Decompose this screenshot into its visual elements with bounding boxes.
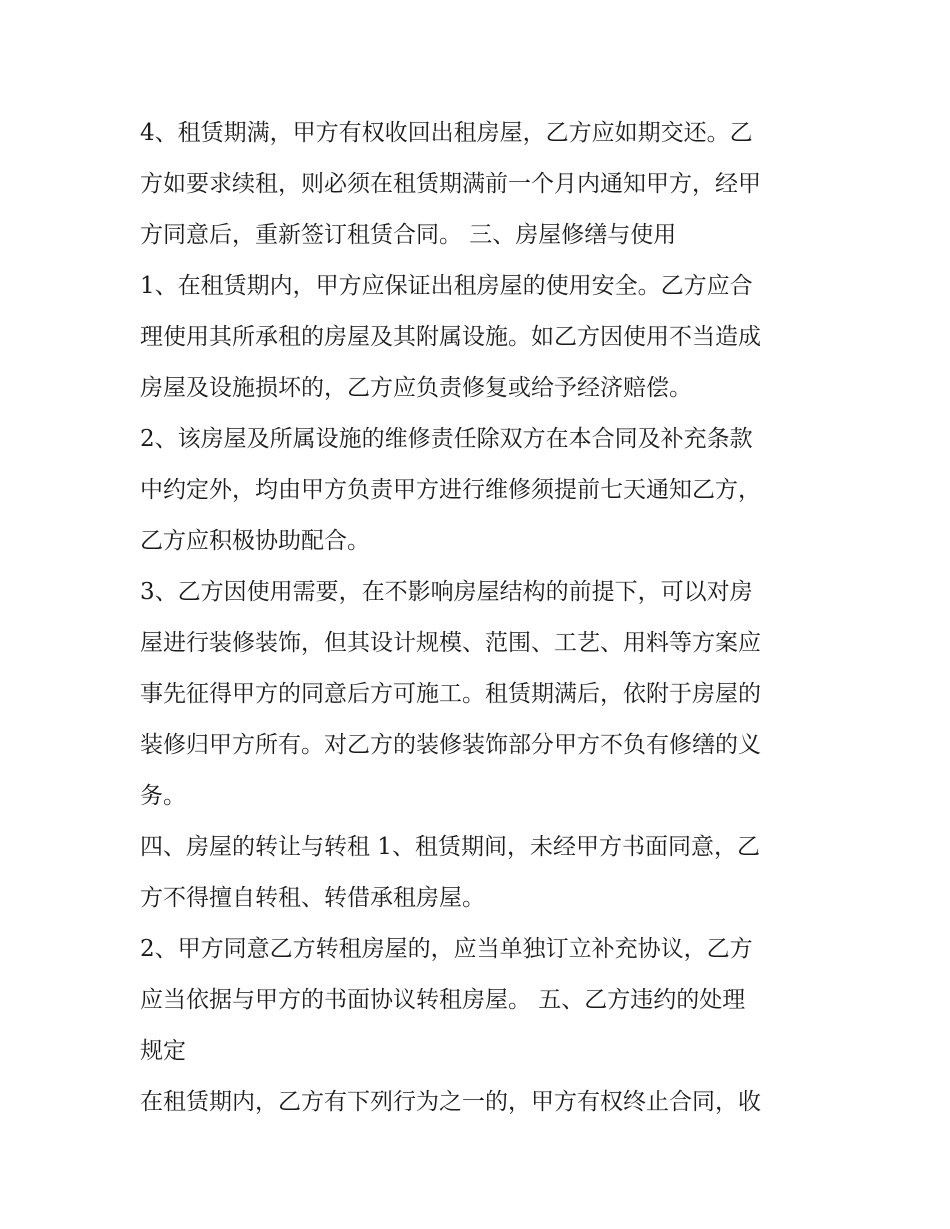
text-line: 应当依据与甲方的书面协议转租房屋。 五、乙方违约的处理 (140, 987, 746, 1013)
text-line: 方同意后，重新签订租赁合同。 三、房屋修缮与使用 (140, 222, 677, 248)
text-line: 事先征得甲方的同意后方可施工。租赁期满后，依附于房屋的 (140, 681, 761, 707)
text-line: 2、该房屋及所属设施的维修责任除双方在本合同及补充条款 (140, 426, 753, 452)
text-line: 规定 (140, 1038, 186, 1064)
text-line: 4、租赁期满，甲方有权收回出租房屋，乙方应如期交还。乙 (140, 120, 753, 146)
text-line: 四、房屋的转让与转租 1、租赁期间，未经甲方书面同意，乙 (140, 834, 760, 860)
text-line: 中约定外，均由甲方负责甲方进行维修须提前七天通知乙方， (140, 477, 761, 503)
text-line: 屋进行装修装饰，但其设计规模、范围、工艺、用料等方案应 (140, 630, 761, 656)
document-body (140, 108, 820, 1128)
text-line: 房屋及设施损坏的，乙方应负责修复或给予经济赔偿。 (140, 375, 692, 401)
text-line: 2、甲方同意乙方转租房屋的，应当单独订立补充协议，乙方 (140, 936, 753, 962)
text-line: 3、乙方因使用需要，在不影响房屋结构的前提下，可以对房 (140, 579, 753, 605)
text-line: 在租赁期内，乙方有下列行为之一的，甲方有权终止合同，收 (140, 1089, 761, 1115)
text-line: 务。 (140, 783, 186, 809)
text-line: 1、在租赁期内，甲方应保证出租房屋的使用安全。乙方应合 (140, 273, 753, 299)
text-line: 乙方应积极协助配合。 (140, 528, 370, 554)
text-line: 装修归甲方所有。对乙方的装修装饰部分甲方不负有修缮的义 (140, 732, 761, 758)
text-line: 理使用其所承租的房屋及其附属设施。如乙方因使用不当造成 (140, 324, 761, 350)
text-line: 方如要求续租，则必须在租赁期满前一个月内通知甲方，经甲 (140, 171, 761, 197)
text-line: 方不得擅自转租、转借承租房屋。 (140, 885, 485, 911)
